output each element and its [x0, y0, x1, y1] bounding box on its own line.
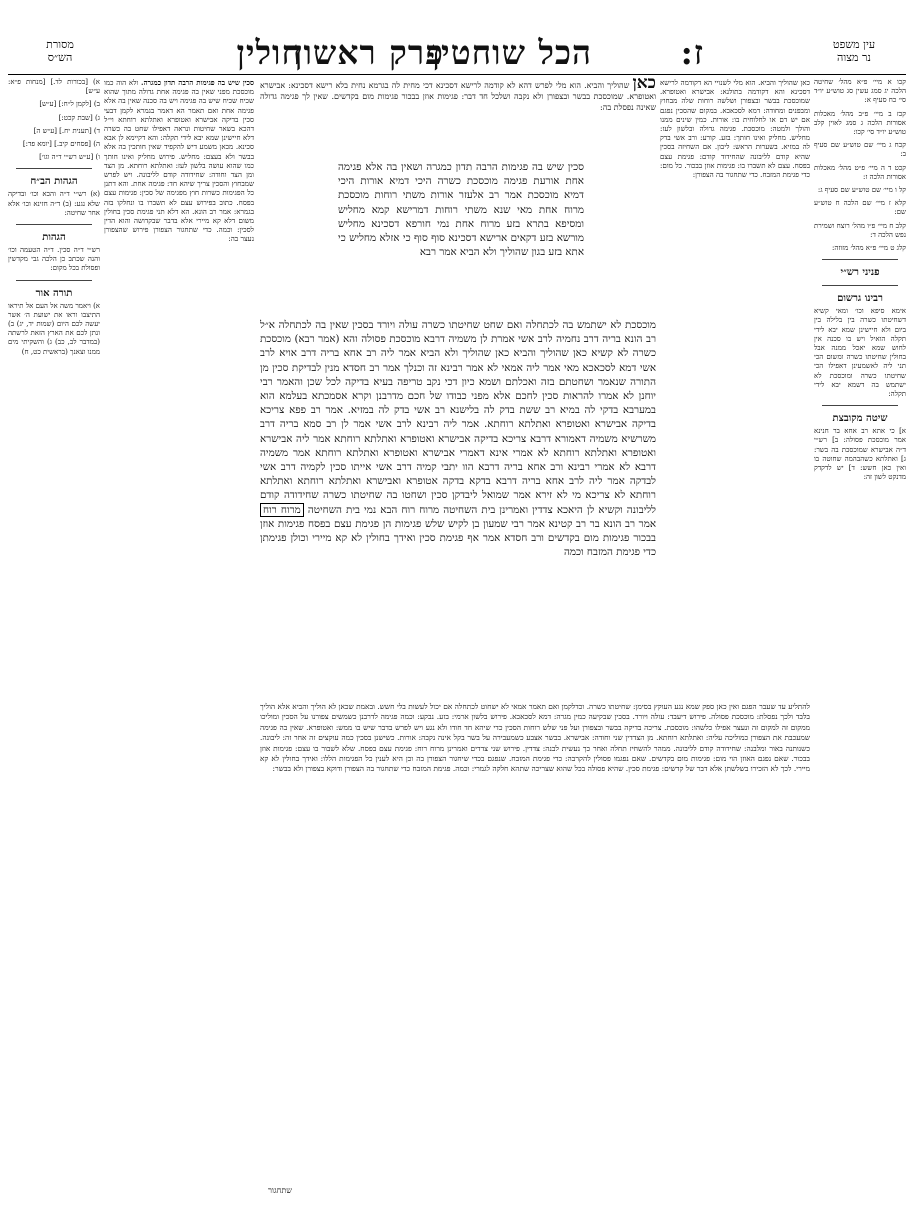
tosafot-text: ולא הוה כמו מוכסכת מפני שאין בה פגימה אחת גדולה מתוך שהוא שכיח שכיח שיש בה פגימה ויש בה סכנה שאין בה אלא פגימה אחת ואם תאמר הא דאמר בגמרא לקמן דבעי סכין בדיקה אבישרא ואטופרא ואתלתא רוחתא וי״ל דהכא בשאר שחיטות ונראה דאפילו שחט בה כשרה דלא חיישינן שמא יבא לידי תקלה: והא דקיימא לן אבא סכינא. מכאן משמע דיש להקפיד שאין חותכין בה אלא בבשר ולא בעצם: מחליש. פירוש מחליק ואינו חותך כמו שהוא עושה בלשון לעז: ואתלתא רוחתא. מן הצד ומן הצד וחודה: שחידודה קודם לליבונה. ויש לפרש שמבחוץ והסכין צריך שיהא חד: פגימה אחת. והא דתנן כל הפגימות כשרות חוץ מפגימה של סכין: פגימות עצם בפסח. כתוב בפירוש עצם לא תשברו בו ונחלקו בזה בגמרא: אמר רב הונא. הא דלא תני פגימת סכין בחולין משום דלא קא מיירי אלא בדבר שבקדושה והוא הדין לסכין: וכמה. כדי שתחגור הצפורן פירוש שהצפורן נעצר בה:: [104, 78, 254, 244]
ein-mishpat-entry: קכו א מיי׳ פ״א מהל׳ שחיטה הלכה יג סמג עשין סג טוש״ע יו״ד סי׳ כח סעיף א:: [814, 78, 906, 105]
top-commentary-text: שהוליך והביא. הוא מלי לפרש דהא לא קודמה לרישא דסכינא דכי מחית לה בגרמא נחית בלא רישא דסכינא: אבישרא ואטופרא. שמוכסכת בבשר ובצפורן ולא נקבה ושלכל חד דבר: פגימות אוזן בבכור פגימות מום בקדשים. שאין לך פגימה גדולה שאינה נפסלת בה:: [260, 81, 656, 112]
ein-mishpat-entries: [814, 78, 906, 253]
tosafot-opening: סכין שיש בה פגימות הרבה תדון כמגרה.: [141, 78, 254, 87]
penei-rashi-heading: פניני רש״י: [840, 267, 880, 279]
header-rule: [8, 74, 906, 75]
masoret-entries: [8, 78, 100, 162]
masoret-column: [8, 78, 100, 1198]
catchword: שתחגור: [268, 1186, 292, 1195]
chapter-name: הכל שוחטין: [431, 33, 592, 72]
rabbenu-gershom-text: אימא סיפא וכו׳ ומאי קשיא דשחיטתו כשרה בין בלילה בין ביום ולא חיישינן שמא יבא לידי תקלה הואיל ויש בו סכנה אין לחוש שמא יאכל ממנה אבל בחולין שחיטתו כשרה ומשום הכי תני ליה לאשמעינן דאפילו הכי שחיטתו כשרה ומוכסכת לא ישתמש בה דשמא יבא לידי תקלה:: [814, 307, 906, 399]
gemara-continuation: אמר רב הונא בר רב קטינא אמר רבי שמעון בן לקיש שלש פגימות הן פגימת עצם בפסח פגימות אוזן בבכור פגימות מום בקדשים ורב חסדא אמר אף פגימת סכין ואידך בחולין לא קא מיירי וכולן פגימתן כדי פגימת המזבח וכמה: [260, 517, 656, 559]
rashi-text: כאן שהוליך והביא. הוא מלי לשנויי הא דקודמה לרישא דסכינא והא דקודמה בתולנא: אבישרא ואטופרא. שמוכסכת בבשר ובצפורן ושלשה רוחות שלה מבחוץ ומבפנים ומחודה: דמא לסכאכא. במקום שהסכין נפגם אם יש דם או לחלוחית בו: אורות. כמין שינים ממנו והולך ולמטה: מוכסכת. פגימה גדולה ובלשון לעז: מחליש. מחליק ואינו חותך: בזע. קורע: ורב אשי בדק לה במזיא. בשערות הראש: ליבון. אם השחיזה בסכין שהיא קודם לליבונה שהחידוד קודם: פגימת עצם בפסח. עצם לא תשברו בו: פגימות אוזן בבכור. כל מום: כדי פגימת המזבח. כדי שתחגור בה הצפורן:: [660, 78, 810, 180]
torah-or-heading: תורה אור: [35, 287, 73, 299]
ein-mishpat-entry: קכט ד ה מיי׳ פ״ט מהל׳ מאכלות אסורות הלכה ז:: [814, 163, 906, 181]
hagahot-bach-heading: הגהות הב״ח: [30, 176, 78, 188]
masoret-entry: ה) [פסחים קיב.] [יומא פד:]: [22, 140, 100, 149]
daf-number: ז:: [680, 33, 704, 72]
masoret-entry: ד) [תענית יח.] [ע״ש ה]: [33, 126, 100, 135]
ein-mishpat-label: עין משפט נר מצוה: [832, 38, 876, 64]
tractate-title: חולין: [236, 33, 302, 72]
hagahot-bach-text: (א) רש״י ד״ה והכא וכו׳ ובדיקה שלא נגע: (ב) ד״ה חזינא וכו׳ אלא אחר שחיטה:: [8, 190, 100, 217]
ein-mishpat-entry: קלא ז מיי׳ שם הלכה ח טוש״ע שם:: [814, 199, 906, 217]
masoret-entry: ו) [ע״ש רש״י ד״ה וגו׳]: [39, 153, 100, 162]
ein-mishpat-column: [814, 78, 906, 1198]
torah-or-text: א) ויאמר משה אל העם אל תיראו התיצבו וראו את ישועת ה׳ אשר יעשה לכם היום (שמות יד, יג) ב) ונתן לכם את הארץ הזאת לרשתה (במדבר לב, כב) ג) והשקיתי מים ממנו וצאנך (בראשית כט, ח): [8, 301, 100, 356]
masoret-label: מסורת הש״ס: [46, 38, 74, 64]
page-header: [0, 34, 914, 74]
boxed-phrase: מרוח רוח: [260, 503, 304, 517]
ein-mishpat-entry: קכח ג מיי׳ שם טוש״ע שם סעיף ב:: [814, 141, 906, 159]
rashi-column: [660, 78, 810, 570]
masoret-entry: ב) [לקמן ל״ח:] [ע״ש]: [39, 100, 100, 109]
tosafot-column: [104, 78, 254, 970]
shita-mekubetzet-text: א] כי אתא רב אחא בר חנינא אמר מוכסכת פסולה: ב] רש״י ד״ה אבישרא שמוכסכת בה בשר: ג] ואתלתא כשהבהמה שחוטה בו ואין כאן חשש: ד] יש לדקדק מדנקט לשון זה:: [814, 427, 906, 482]
rashi-bottom-text: להתליע עד שעבר הפגם ואין כאן ספק שמא נגע העוקץ בסימן: שחיטתו כשרה. וכדלקמן ואם תאמר אמאי לא ישחוט לכתחלה אם יכול לעשות בלי חשש. ובאמת שכאן לא הוליך והביא אלא הוליך בלבד ולכך נפסלת: מוכסכת פסולה. פירוש דיעבד: עולה ויורד. בסכין שבקיעה כמין מגרה: דמא לסכאכא. פירוש בלשון ארמי: בזע. נבקע: וכמה פגימה לדרבנן כשמשים צפורנו על הסכין ומוליכו ממקום זה למקום זה ונעצר אפילו כלשהו: מוכסכת. צריכה בדיקה בבשר ובצפורן ועל פני שלש רוחות הסכין כדי שיהא חד חודו ולא נגע ויש לפרש בדבר שיש בו ממש: ואטופרא. שאין בה פגימה שמעכבת את הצפורן כמוליכה עליה: ואתלתא רוחתא. מן הצדדין שני וחודה: אבישרא. בבשר אצבע כשמעבירה על בשר בקל אינה נקבה: אורות. כשישנן בסכין כמה עוקצים זה אחר זה: ליבונה. כשנותנה באור ומלבנה: שחידודה קודם לליבונה. ממהר להשחיז תחלה ואחר כך נעשית לבנה: צדדין. פירוש שני צדדים ואמרינן מרוח רוח: פגימת עצם בפסח. שלא לשבור בו עצם: פגימות אוזן בבכור. שאם נפגם האוזן הוי מום: פגימות מום בקדשים. שאם נפגמו פסולין להקרבה: כדי פגימת המזבח. שנפגם בכדי שיחגור הצפורן בה וכן היא לענין כל הפגימות הללו: ואידך בחולין לא קא מיירי. לכך לא הזכירו בשלשתן אלא דבר של קדשים: פגימת סכין. שהיא פסולה בכל שהוא שצריכה שתהא חלקה לגמרי: וכמה. פגימת המזבח כדי שתחגור בה הצפורן ודוקא בצפורן ולא בבשר:: [260, 702, 810, 774]
gemara-main: [260, 318, 656, 698]
gemara-upper-text: סכין שיש בה פגימות הרבה תדון כמגרה ושאין בה אלא פגימה אחת אורעת פגימה מוכסכת כשרה היכי דמיא אורות היכי דמיא מוכסכת אמר רב אלעזר אורות משתי רוחות מוכסכת מרוח אחת מאי שנא משתי רוחות דמרישא קמא מחליש ומסיפא בתרא בזע מרוח אחת נמי חורפא דסכינא מחליש מורשא בזע דקאים ארישא דסכינא סוף סוף כי אזלא מחליש כי אתא בזע בגון שהוליך ולא הביא אמר רבא: [338, 161, 584, 259]
top-commentary: [260, 78, 656, 158]
gemara-upper: [338, 160, 584, 318]
ein-mishpat-entry: קלב ח מיי׳ פ״ו מהל׳ רוצח ושמירת נפש הלכה ד:: [814, 221, 906, 239]
hagahot-text: רש״י ד״ה סכין. ד״ה הטעמה וכו׳ והנה שכתב כן הלכה גבי מקדשין ופסולת בכל מקום:: [8, 246, 100, 273]
masoret-entry: ג) [שבת קכט:]: [58, 113, 100, 122]
ein-mishpat-entry: קל ו מיי׳ שם טוש״ע שם סעיף ג:: [817, 186, 906, 195]
gemara-text: מוכסכת לא ישתמש בה לכתחלה ואם שחט שחיטתו כשרה עולה ויורד בסכין שאין בה לכתחלה א״ל רב הונא בריה דרב נחמיה לרב אשי אמרת לן משמיה דרבא מוכסכת פסולה והא (אמר רבא) מוכסכת כשרה לא קשיא כאן שהוליך והביא כאן שהוליך ולא הביא אמר ליה רב אחא בריה דרב אויא לרב אשי דמא לסכאכא מאי אמר ליה אמאי לא אמר רבינא זה וכנלך אמר רב חסדא מנין לבדיקת סכין מן התורה שנאמר ושחטתם בזה ואכלתם ושמא כיון דכי נקב טריפה בעיא בדיקה לכל שכן והאמר רבי יוחנן לא אמרו להראות סכין לחכם אלא מפני כבודו של חכם מדרבנן וקרא אסמכתא בעלמא הוא במערבא בדקי לה במיא רב ששת בדק לה בלישנא רב אשי בדק לה במזיא. אמר רב פפא צריכא בדיקה אבישרא ואטופרא ואתלתא רוחתא. אמר ליה רבינא לרב אשי אמר לן רב סמא בריה דרב משרשיא משמיה דאמורא דרבא צריכא בדיקה אבישרא ואטופרא ואתלתא רוחתא אמר ליה אבישרא ואטופרא ואתלתא רוחתא לא אמרי אינא דאמרי אבישרא ואטופרא ואתלתא רוחתא אמר משמיה דרבא לא אמרי רבינא ורב אחא בריה דרבא הוו יתבי קמיה דרב אשי אייתו סכין לקמיה דרב אשי לבדקה אמר ליה לרב אחא בריה דרבא בדקא בדקה אטופרא ואבישרא ואתלתא רוחתא ואתלתא רוחתא לא צריכא מי לא זירא אמר שמואל ליבדקן סכין ושחטו בה שחיטתו כשרה שחידודה קודם לליבונה וקשיא לן היאכא צדדין ואמרינן בית השחיטה מרוח רוח הבא נמי בית השחיטה: [260, 319, 656, 516]
masoret-entry: א) [בכורות לד.] [מנחות פ״א: ע״ש]: [8, 78, 100, 96]
shita-mekubetzet-heading: שיטה מקובצת: [832, 413, 888, 425]
rashi-bottom: [260, 702, 810, 1122]
hagahot-heading: הגהות: [42, 232, 66, 244]
ein-mishpat-entry: קכז ב מיי׳ פ״ב מהל׳ מאכלות אסורות הלכה ג סמג לאוין קלב טוש״ע יו״ד סי׳ קכו:: [814, 109, 906, 137]
opening-word: כאן: [632, 78, 656, 93]
perek-title: פרק ראשון: [294, 33, 444, 72]
rabbenu-gershom-heading: רבינו גרשום: [837, 293, 883, 305]
ein-mishpat-entry: קלג ט מיי׳ פ״א מהל׳ מזוזה:: [832, 244, 906, 253]
